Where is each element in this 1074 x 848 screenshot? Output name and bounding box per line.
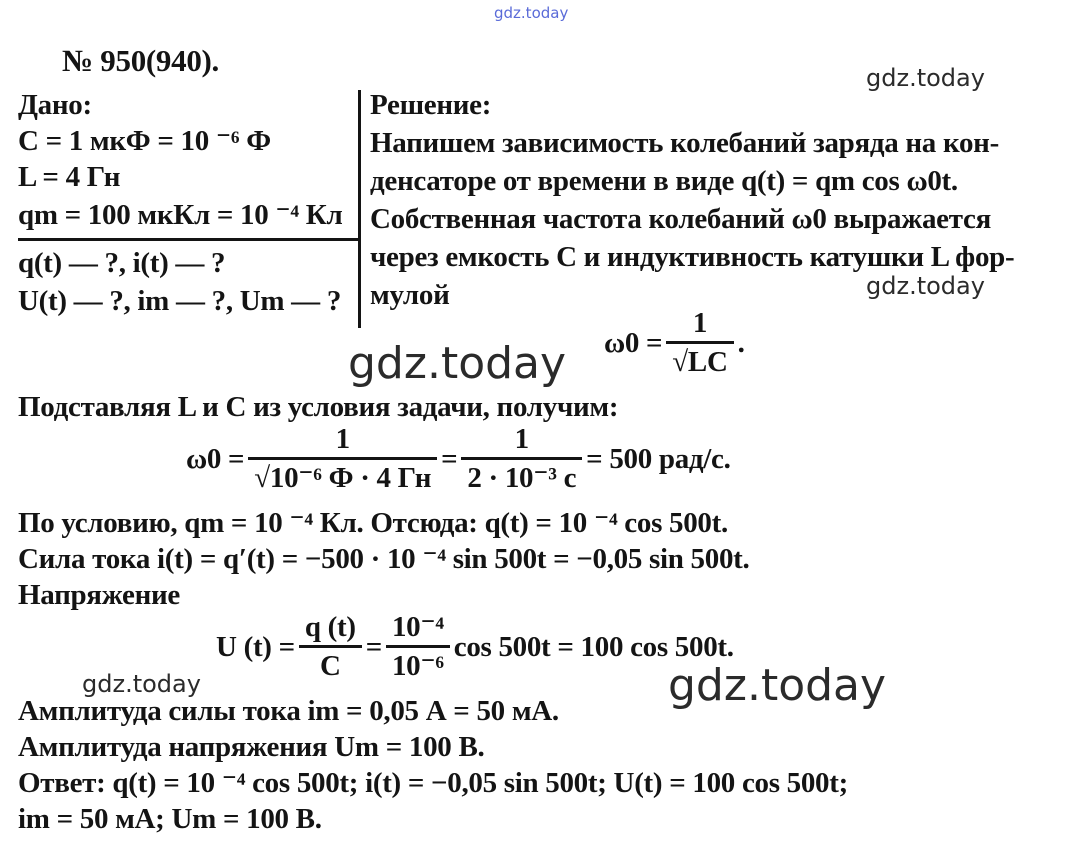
denominator: √LC [672, 346, 728, 378]
watermark-top: gdz.today [494, 4, 569, 22]
solution-title: Решение: [370, 89, 492, 121]
given-divider [18, 238, 358, 241]
fraction [299, 610, 362, 683]
numerator: 10⁻⁴ [391, 611, 444, 643]
watermark: gdz.today [82, 670, 201, 698]
formula-rhs: cos 500t = 100 cos 500t. [453, 630, 734, 663]
text-line: Сила тока i(t) = q′(t) = −500 · 10 ⁻⁴ sin 500t = −0,05 sin 500t. [18, 543, 750, 575]
numerator: 1 [335, 423, 350, 455]
fraction-bar [248, 457, 437, 460]
formula-lhs: ω0 = [604, 326, 663, 359]
denominator: 10⁻⁶ [391, 650, 444, 682]
formula-lhs: U (t) = [216, 630, 295, 663]
given-separator [358, 90, 361, 328]
formula-omega [604, 306, 745, 379]
text-line: Напряжение [18, 579, 181, 611]
fraction-bar [386, 645, 450, 648]
given-charge: qm = 100 мкКл = 10 ⁻⁴ Кл [18, 199, 343, 231]
numerator: 1 [692, 307, 708, 339]
solution-line: Собственная частота колебаний ω0 выражается [370, 203, 992, 235]
denominator: √10⁻⁶ Ф · 4 Гн [254, 462, 432, 494]
equals-sign: = [441, 442, 458, 475]
watermark: gdz.today [866, 272, 985, 300]
problem-number: № 950(940). [62, 43, 219, 78]
equals-sign: = [365, 630, 382, 663]
fraction-bar [299, 645, 362, 648]
fraction-bar [461, 457, 582, 460]
fraction [248, 422, 437, 495]
solution-line: мулой [370, 279, 450, 311]
numerator: q (t) [304, 611, 356, 643]
find-line-2: U(t) — ?, im — ?, Um — ? [18, 285, 342, 317]
solution-line: через емкость C и индуктивность катушки L фор- [370, 241, 1015, 273]
answer-line: im = 50 мА; Um = 100 В. [18, 803, 322, 835]
formula-tail: . [737, 326, 745, 359]
fraction [666, 306, 733, 379]
numerator: 1 [514, 423, 529, 455]
fraction [386, 610, 450, 683]
formula-rhs: = 500 рад/с. [586, 442, 731, 475]
denominator: 2 · 10⁻³ с [467, 462, 577, 494]
answer-line: Ответ: q(t) = 10 ⁻⁴ cos 500t; i(t) = −0,05 sin 500t; U(t) = 100 cos 500t; [18, 767, 848, 799]
formula-lhs: ω0 = [186, 442, 245, 475]
text-line: По условию, qm = 10 ⁻⁴ Кл. Отсюда: q(t) = 10 ⁻⁴ cos 500t. [18, 507, 728, 539]
watermark: gdz.today [668, 660, 887, 711]
substitute-line: Подставляя L и C из условия задачи, получим: [18, 391, 619, 423]
find-line-1: q(t) — ?, i(t) — ? [18, 247, 226, 279]
formula-omega-value [186, 422, 731, 495]
denominator: C [319, 650, 341, 682]
given-title: Дано: [18, 89, 92, 121]
watermark: gdz.today [348, 338, 567, 389]
watermark: gdz.today [866, 64, 985, 92]
solution-line: денсаторе от времени в виде q(t) = qm cos ω0t. [370, 165, 958, 197]
fraction [461, 422, 582, 495]
result-line: Амплитуда силы тока im = 0,05 А = 50 мА. [18, 695, 559, 727]
given-inductance: L = 4 Гн [18, 161, 121, 193]
formula-voltage [216, 610, 734, 683]
solution-line: Напишем зависимость колебаний заряда на кон- [370, 127, 999, 159]
result-line: Амплитуда напряжения Um = 100 В. [18, 731, 485, 763]
given-capacitance: C = 1 мкФ = 10 ⁻⁶ Ф [18, 125, 271, 157]
fraction-bar [666, 341, 733, 344]
